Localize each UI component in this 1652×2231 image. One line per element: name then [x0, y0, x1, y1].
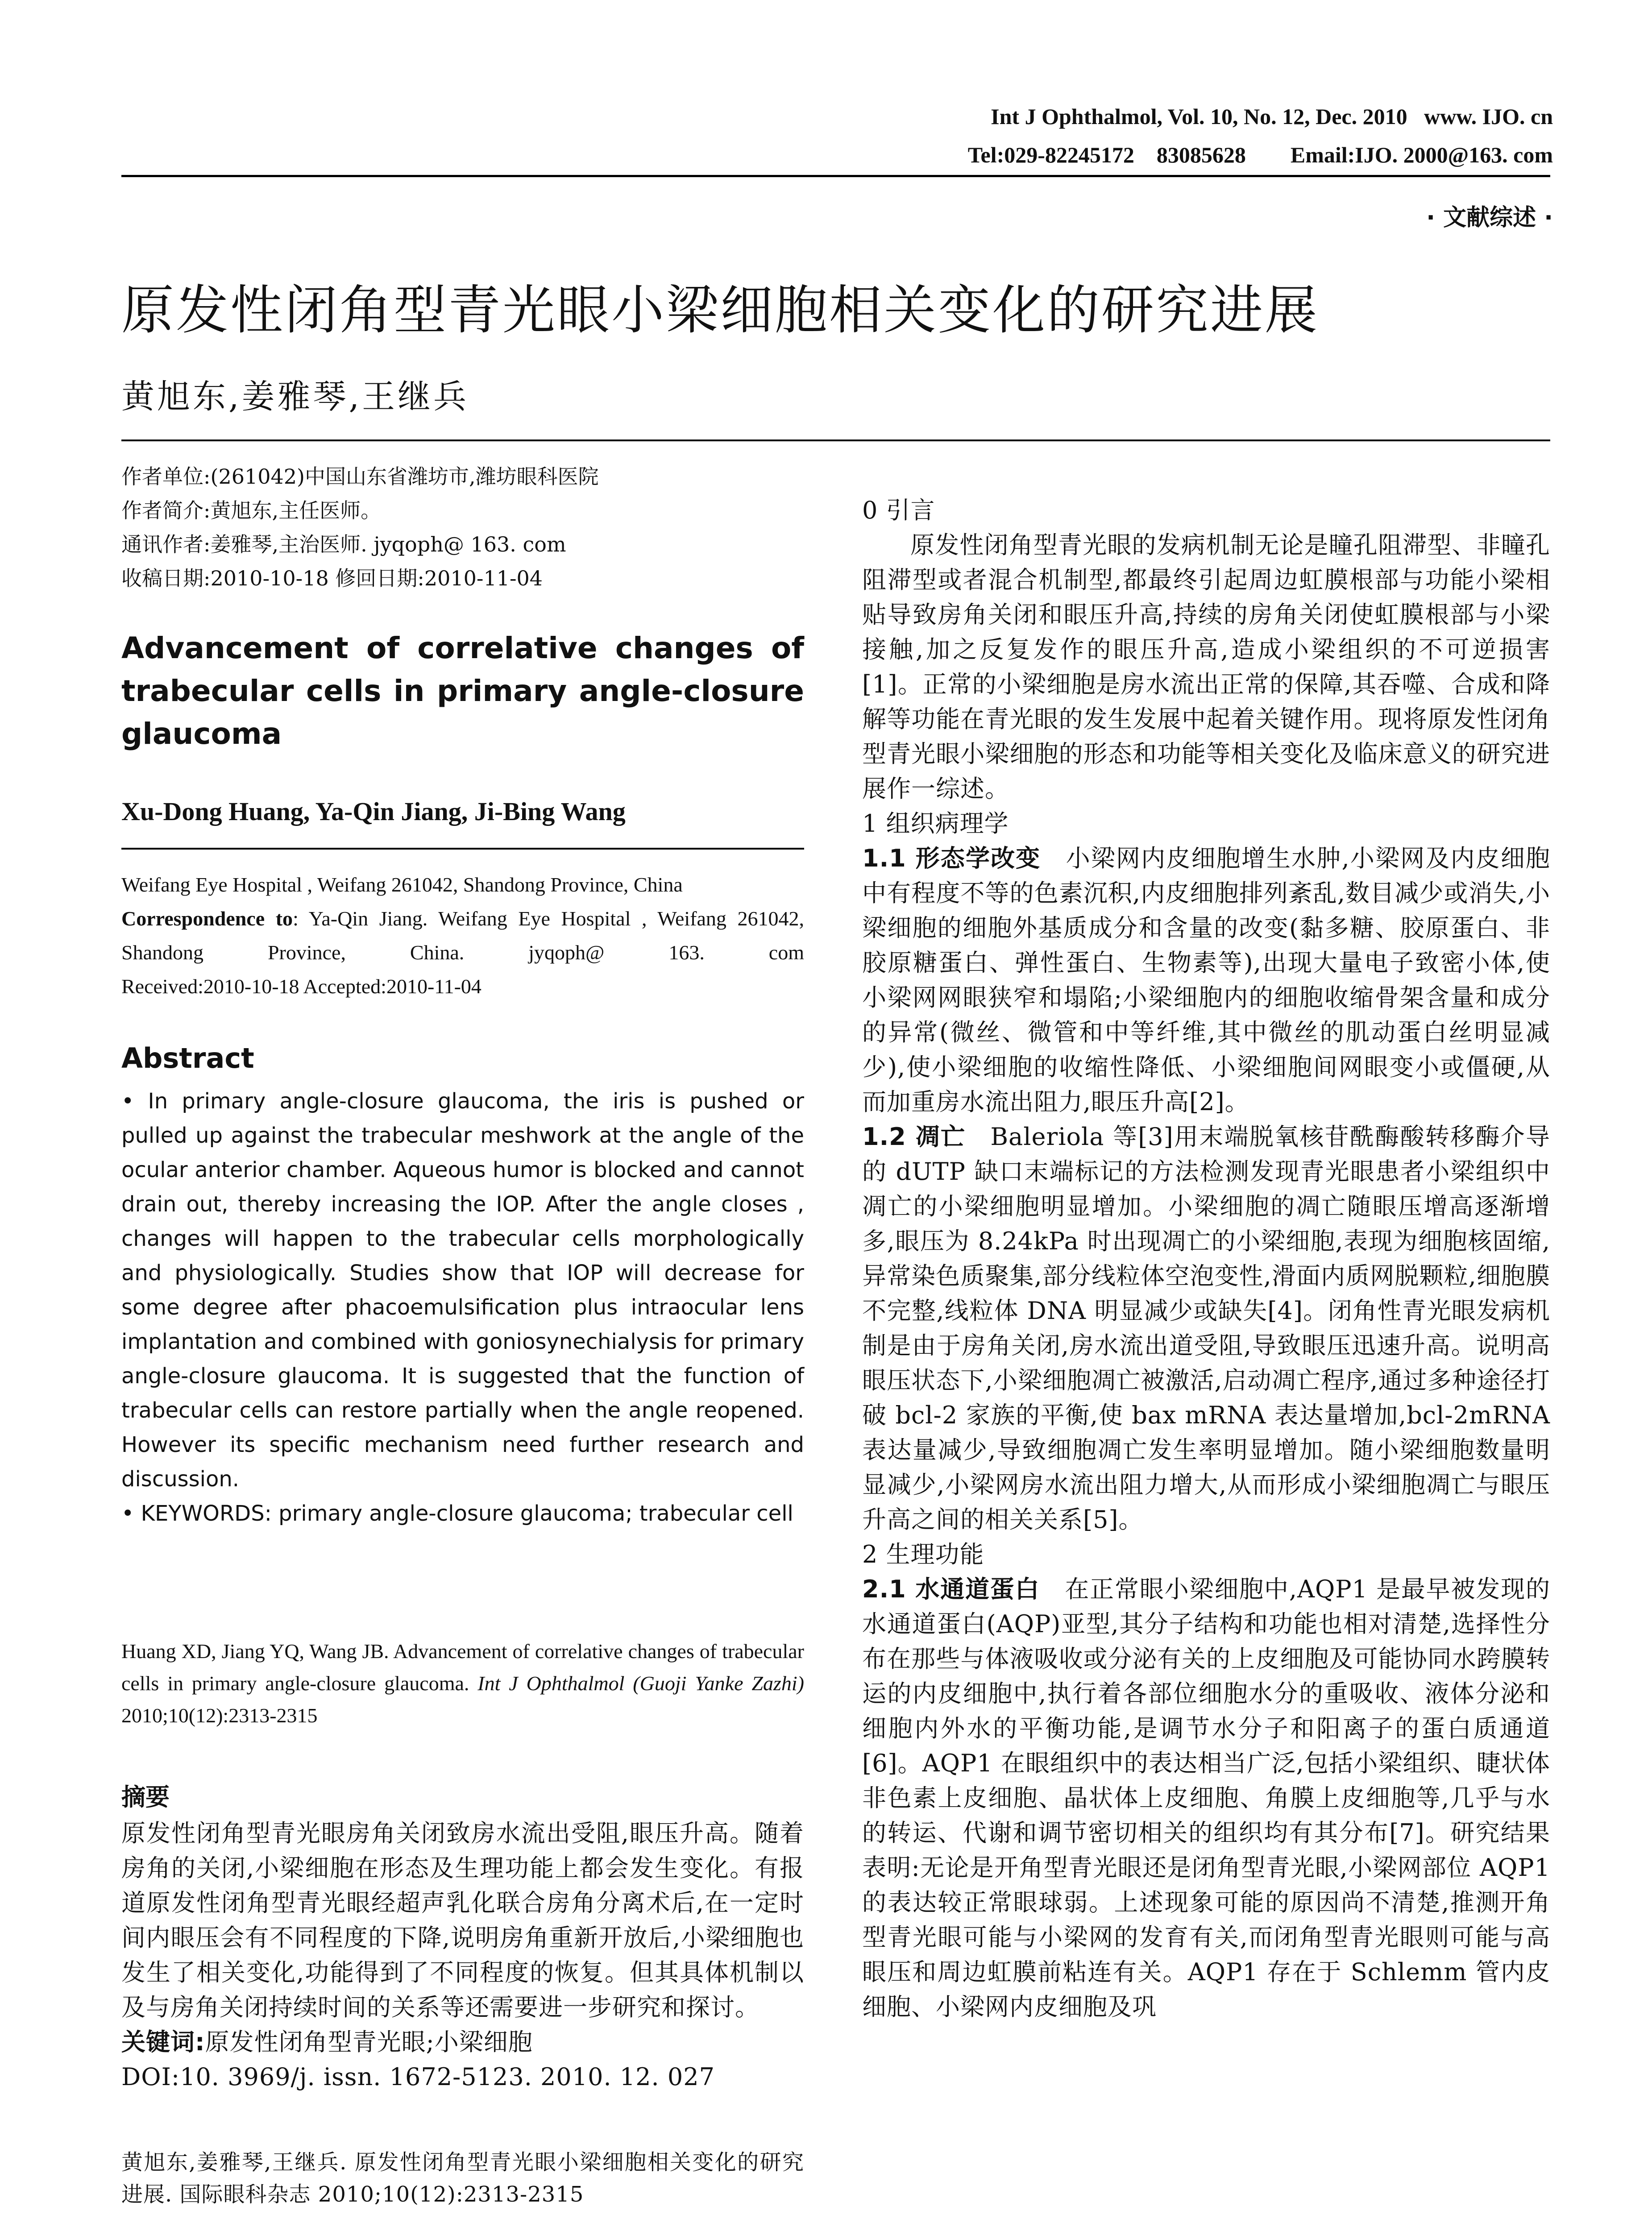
- affiliation-line: Weifang Eye Hospital , Weifang 261042, Shandong Province, China: [121, 873, 683, 896]
- zh-keywords: [121, 2025, 804, 2060]
- citation-en-rest: 2010;10(12):2313-2315: [121, 1704, 318, 1727]
- zh-abstract-heading: 摘要: [121, 1783, 170, 1811]
- section-1-heading: 1 组织病理学: [862, 809, 1009, 838]
- title-rule: [121, 440, 1550, 441]
- correspondence: [121, 902, 804, 970]
- section-2-1-text: 在正常眼小梁细胞中,AQP1 是最早被发现的水通道蛋白(AQP)亚型,其分子结构和功能也相对清楚,选择性分布在那些与体液吸收或分泌有关的上皮细胞及可能协同水跨膜转运的内皮细胞中,执行着各部位细胞水分的重吸收、液体分泌和细胞内外水的平衡功能,是调节水分子和阳离子的蛋白质通道[6]。AQP1 在眼组织中的表达相当广泛,包括小梁组织、睫状体非色素上皮细胞、晶状体上皮细胞、角膜上皮细胞等,几乎与水的转运、代谢和调节密切相关的组织均有其分布[7]。研究结果表明:无论是开角型青光眼还是闭角型青光眼,小梁网部位 AQP1 的表达较正常眼球弱。上述现象可能的原因尚不清楚,推测开角型青光眼可能与小梁网的发育有关,而闭角型青光眼则可能与高眼压和周边虹膜前粘连有关。AQP1 存在于 Schlemm 管内皮细胞、小梁网内皮细胞及巩: [862, 1575, 1550, 2021]
- citation-zh: 黄旭东,姜雅琴,王继兵. 原发性闭角型青光眼小梁细胞相关变化的研究进展. 国际眼科杂志 2010;10(12):2313-2315: [121, 2150, 804, 2207]
- abstract-keywords: • KEYWORDS: primary angle-closure glaucoma; trabecular cell: [121, 1501, 793, 1526]
- article-title-zh: 原发性闭角型青光眼小梁细胞相关变化的研究进展: [121, 279, 1320, 341]
- section-1-2: [862, 1120, 1550, 1537]
- authors-zh: 黄旭东,姜雅琴,王继兵: [121, 377, 469, 416]
- citation-en: [121, 1635, 804, 1732]
- correspondence-label: Correspondence to: [121, 907, 293, 930]
- section-2-1-label: 2.1 水通道蛋白: [862, 1575, 1040, 1603]
- authors-en: Xu-Dong Huang, Ya-Qin Jiang, Ji-Bing Wang: [121, 797, 626, 826]
- zh-keywords-label: 关键词:: [121, 2028, 205, 2056]
- meta-affiliation: 作者单位:(261042)中国山东省潍坊市,潍坊眼科医院: [121, 464, 599, 489]
- section-2-1: [862, 1572, 1550, 2024]
- section-2-heading: 2 生理功能: [862, 1540, 984, 1568]
- journal-header-line: Int J Ophthalmol, Vol. 10, No. 12, Dec. 2010 www. IJO. cn: [991, 104, 1553, 129]
- abstract-text: • In primary angle-closure glaucoma, the iris is pushed or pulled up against the trabecular meshwork at the angle of the ocular anterior chamber. Aqueous humor is blocked and cannot drain out, thereby increasing the IOP. After the angle closes , changes will happen to the trabecular cells morphologically and physiologically. Studies show that IOP will decrease for some degree after phacoemulsification plus intraocular lens implantation and combined with goniosynechialysis for primary angle-closure glaucoma. It is suggested that the function of trabecular cells can restore partially when the angle reopened. However its specific mechanism need further research and discussion.: [121, 1089, 804, 1492]
- doi: DOI:10. 3969/j. issn. 1672-5123. 2010. 12. 027: [121, 2063, 715, 2091]
- journal-contact-line: Tel:029-82245172 83085628 Email:IJO. 2000@163. com: [967, 142, 1553, 167]
- zh-abstract-text: 原发性闭角型青光眼房角关闭致房水流出受阻,眼压升高。随着房角的关闭,小梁细胞在形态及生理功能上都会发生变化。有报道原发性闭角型青光眼经超声乳化联合房角分离术后,在一定时间内眼压会有不同程度的下降,说明房角重新开放后,小梁细胞也发生了相关变化,功能得到了不同程度的恢复。但其具体机制以及与房角关闭持续时间的关系等还需要进一步研究和探讨。: [121, 1819, 804, 2021]
- section-1-2-text: Baleriola 等[3]用末端脱氧核苷酰酶酸转移酶介导的 dUTP 缺口末端标记的方法检测发现青光眼患者小梁组织中凋亡的小梁细胞明显增加。小梁细胞的凋亡随眼压增高逐渐增多,眼压为 8.24kPa 时出现凋亡的小梁细胞,表现为细胞核固缩,异常染色质聚集,部分线粒体空泡变性,滑面内质网脱颗粒,细胞膜不完整,线粒体 DNA 明显减少或缺失[4]。闭角性青光眼发病机制是由于房角关闭,房水流出道受阻,导致眼压迅速升高。说明高眼压状态下,小梁细胞凋亡被激活,启动凋亡程序,通过多种途径打破 bcl-2 家族的平衡,使 bax mRNA 表达量增加,bcl-2mRNA 表达量减少,导致细胞凋亡发生率明显增加。随小梁细胞数量明显减少,小梁网房水流出阻力增大,从而形成小梁细胞凋亡与眼压升高之间的相关关系[5]。: [862, 1123, 1550, 1534]
- section-0-heading: 0 引言: [862, 496, 935, 524]
- zh-keywords-text: 原发性闭角型青光眼;小梁细胞: [205, 2028, 533, 2056]
- citation-zh-block: [121, 2146, 804, 2210]
- zh-abstract-body: [121, 1816, 804, 2094]
- abstract-heading: Abstract: [121, 1042, 254, 1074]
- received-accepted: Received:2010-10-18 Accepted:2010-11-04: [121, 975, 481, 998]
- article-title-en: Advancement of correlative changes of trabecular cells in primary angle-closure glaucoma: [121, 631, 804, 751]
- section-1-1-label: 1.1 形态学改变: [862, 844, 1041, 872]
- citation-en-journal: Int J Ophthalmol (Guoji Yanke Zazhi): [477, 1672, 804, 1695]
- section-1-2-label: 1.2 凋亡: [862, 1123, 966, 1151]
- right-column-body: [862, 493, 1550, 2024]
- section-0-text: 原发性闭角型青光眼的发病机制无论是瞳孔阻滞型、非瞳孔阻滞型或者混合机制型,都最终引起周边虹膜根部与功能小梁相贴导致房角关闭和眼压升高,持续的房角关闭使虹膜根部与小梁接触,加之反复发作的眼压升高,造成小梁组织的不可逆损害[1]。正常的小梁细胞是房水流出正常的保障,其吞噬、合成和降解等功能在青光眼的发生发展中起着关键作用。现将原发性闭角型青光眼小梁细胞的形态和功能等相关变化及临床意义的研究进展作一综述。: [862, 531, 1550, 803]
- section-1-1: [862, 841, 1550, 1120]
- affiliation-block: [121, 868, 804, 1004]
- header-rule: [121, 175, 1550, 177]
- section-1-1-text: 小梁网内皮细胞增生水肿,小梁网及内皮细胞中有程度不等的色素沉积,内皮细胞排列紊乱,数目减少或消失,小梁细胞的细胞外基质成分和含量的改变(黏多糖、胶原蛋白、非胶原糖蛋白、弹性蛋白、生物素等),出现大量电子致密小体,使小梁网网眼狭窄和塌陷;小梁细胞内的细胞收缩骨架含量和成分的异常(微丝、微管和中等纤维,其中微丝的肌动蛋白丝明显减少),使小梁细胞的收缩性降低、小梁细胞间网眼变小或僵硬,从而加重房水流出阻力,眼压升高[2]。: [862, 844, 1550, 1116]
- citation-en-text: Huang XD, Jiang YQ, Wang JB. Advancement of correlative changes of trabecular cells in primary angle-closure glaucoma.: [121, 1640, 804, 1695]
- authors-rule: [121, 848, 804, 850]
- abstract-body: [121, 1084, 804, 1531]
- column-type-label: · 文献综述 ·: [1426, 204, 1553, 231]
- meta-dates: 收稿日期:2010-10-18 修回日期:2010-11-04: [121, 566, 543, 590]
- meta-author-bio: 作者简介:黄旭东,主任医师。: [121, 498, 382, 523]
- author-meta: [121, 460, 804, 595]
- meta-corresponding: 通讯作者:姜雅琴,主治医师. jyqoph@ 163. com: [121, 532, 566, 556]
- correspondence-text: : Ya-Qin Jiang. Weifang Eye Hospital , Weifang 261042, Shandong Province, China. jyqoph@ 163. com: [121, 907, 804, 964]
